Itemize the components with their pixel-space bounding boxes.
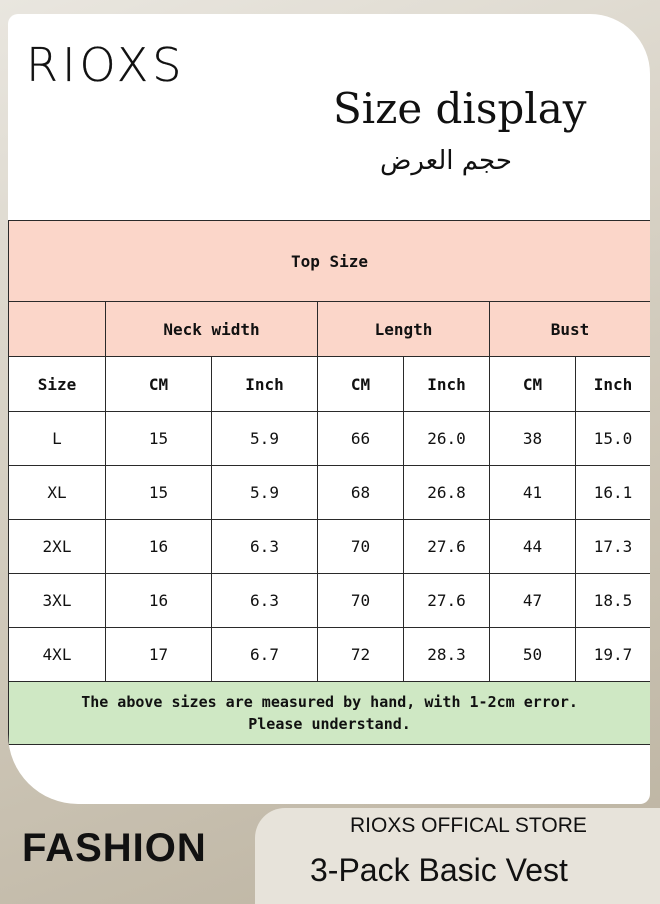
note-row	[9, 682, 651, 745]
size-cell: L	[9, 412, 106, 466]
table-row	[9, 466, 651, 520]
table-row	[9, 412, 651, 466]
table-cell: 66	[318, 412, 404, 466]
table-row	[9, 574, 651, 628]
note-line-2: Please understand.	[248, 715, 411, 733]
table-cell: 47	[490, 574, 576, 628]
empty-corner-cell	[9, 302, 106, 357]
unit-header: CM	[490, 357, 576, 412]
table-cell: 70	[318, 520, 404, 574]
measurement-note	[9, 682, 651, 745]
table-cell: 27.6	[404, 574, 490, 628]
table-cell: 15	[106, 466, 212, 520]
store-name: RIOXS OFFICAL STORE	[350, 814, 587, 837]
table-cell: 26.0	[404, 412, 490, 466]
table-cell: 16	[106, 520, 212, 574]
table-cell: 27.6	[404, 520, 490, 574]
size-header: Size	[9, 357, 106, 412]
page-title: Size display	[333, 84, 587, 133]
size-cell: 2XL	[9, 520, 106, 574]
table-cell: 44	[490, 520, 576, 574]
table-cell: 15	[106, 412, 212, 466]
table-cell: 28.3	[404, 628, 490, 682]
table-cell: 6.3	[212, 520, 318, 574]
table-title-row	[9, 221, 651, 302]
unit-header-row	[9, 357, 651, 412]
table-row	[9, 628, 651, 682]
brand-logo: RIOXS	[26, 38, 186, 92]
bust-header: Bust	[490, 302, 651, 357]
size-cell: 4XL	[9, 628, 106, 682]
table-cell: 68	[318, 466, 404, 520]
table-cell: 18.5	[576, 574, 651, 628]
table-cell: 19.7	[576, 628, 651, 682]
unit-header: CM	[318, 357, 404, 412]
fashion-label: FASHION	[22, 826, 207, 870]
table-cell: 41	[490, 466, 576, 520]
neck-width-header: Neck width	[106, 302, 318, 357]
table-cell: 38	[490, 412, 576, 466]
table-cell: 5.9	[212, 412, 318, 466]
table-cell: 50	[490, 628, 576, 682]
size-card	[8, 14, 650, 804]
table-cell: 70	[318, 574, 404, 628]
page-title-arabic: حجم العرض	[380, 146, 512, 176]
note-line-1: The above sizes are measured by hand, with 1-2cm error.	[81, 693, 578, 711]
table-cell: 15.0	[576, 412, 651, 466]
table-cell: 17	[106, 628, 212, 682]
table-cell: 6.7	[212, 628, 318, 682]
group-header-row	[9, 302, 651, 357]
table-cell: 6.3	[212, 574, 318, 628]
table-cell: 72	[318, 628, 404, 682]
table-cell: 17.3	[576, 520, 651, 574]
unit-header: Inch	[404, 357, 490, 412]
unit-header: Inch	[212, 357, 318, 412]
table-cell: 16	[106, 574, 212, 628]
table-cell: 5.9	[212, 466, 318, 520]
size-cell: XL	[9, 466, 106, 520]
size-table	[8, 220, 650, 745]
unit-header: CM	[106, 357, 212, 412]
size-cell: 3XL	[9, 574, 106, 628]
table-cell: 26.8	[404, 466, 490, 520]
top-size-header: Top Size	[9, 221, 651, 302]
table-cell: 16.1	[576, 466, 651, 520]
table-row	[9, 520, 651, 574]
length-header: Length	[318, 302, 490, 357]
unit-header: Inch	[576, 357, 651, 412]
product-name: 3-Pack Basic Vest	[310, 852, 568, 888]
